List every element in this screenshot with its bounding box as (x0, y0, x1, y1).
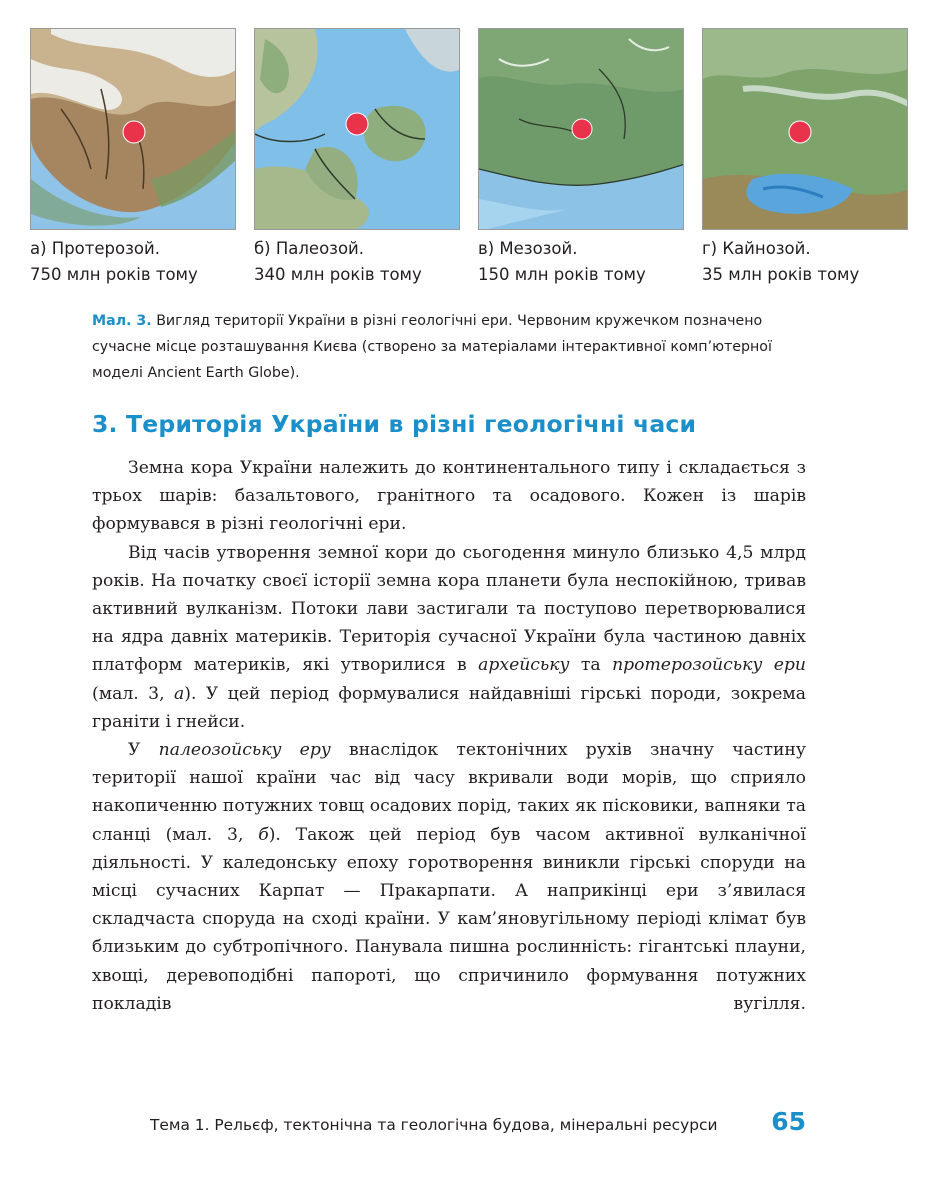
figure-age: 150 млн років тому (478, 265, 646, 284)
page-number: 65 (771, 1107, 806, 1136)
paleogeographic-map-proterozoic (30, 28, 236, 230)
paragraph-2: Від часів утворення земної кори до сьогодення минуло близько 4,5 млрд років. На початку своєї історії земна кора планети була неспокійною, тривав активний вулканізм. Потоки лави застигали та поступово перетворювалися на ядра давніх материків. Територія сучасної України була частиною давніх платформ материків, які утворилися в архейську та протерозойську ери (мал. 3, а). У цей період формувалися найдавніші гірські породи, зокрема граніти і гнейси. (92, 542, 806, 732)
emphasis: палеозойську еру (158, 740, 331, 761)
figure-note (92, 308, 812, 386)
page-footer (150, 1107, 810, 1143)
figure-era: б) Палеозой. (254, 239, 365, 258)
paleogeographic-map-mesozoic (478, 28, 684, 230)
emphasis: протерозойську ери (612, 655, 806, 676)
figure-era: г) Кайнозой. (702, 239, 811, 258)
paragraph-3: У палеозойську еру внаслідок тектонічних рухів значну частину території нашої країни час від часу вкривали води морів, що сприяло накопиченню потужних товщ осадових порід, таких як пісковики, вапняки та сланці (мал. 3, б). Також цей період був часом активної вулканічної діяльності. У каледонську епоху горотворення виникли гірські споруди на місці сучасних Карпат — Пракарпати. А наприкінці ери з’явилася складчаста споруда на сході країни. У кам’яновугільному періоді клімат був близьким до субтропічного. Панувала пишна рослинність: гігантські плауни, хвощі, деревоподібні папороті, що спричинило формування потужних покладів вугілля. (92, 740, 807, 1014)
paleogeographic-map-cenozoic (702, 28, 908, 230)
emphasis: архейську (478, 655, 570, 676)
figure-cenozoic (702, 28, 908, 288)
figure-era: а) Протерозой. (30, 239, 160, 258)
body-text (92, 454, 806, 1018)
footer-topic: Тема 1. Рельєф, тектонічна та геологічна будова, мінеральні ресурси (150, 1116, 718, 1134)
section-title: 3. Територія України в різні геологічні часи (92, 410, 697, 438)
figure-caption (478, 236, 684, 288)
figure-note-text: Вигляд території України в різні геологічні ери. Червоним кружечком позначено сучасне місце розташування Києва (створено за матеріалами інтерактивної комп’ютерної моделі Ancient Earth Globe). (92, 313, 772, 381)
figure-row (30, 28, 885, 288)
figure-paleozoic (254, 28, 460, 288)
paleogeographic-map-paleozoic (254, 28, 460, 230)
figure-mesozoic (478, 28, 684, 288)
emphasis: а (174, 683, 185, 704)
figure-label: Мал. 3. (92, 313, 152, 329)
emphasis: б (258, 824, 269, 845)
figure-age: 750 млн років тому (30, 265, 198, 284)
paragraph-1: Земна кора України належить до континентального типу і складається з трьох шарів: базальтового, гранітного та осадового. Кожен із шарів формувався в різні геологічні ери. (92, 458, 806, 535)
figure-era: в) Мезозой. (478, 239, 578, 258)
figure-age: 35 млн років тому (702, 265, 860, 284)
figure-proterozoic (30, 28, 236, 288)
figure-caption (30, 236, 236, 288)
figure-age: 340 млн років тому (254, 265, 422, 284)
figure-caption (702, 236, 908, 288)
figure-caption (254, 236, 460, 288)
